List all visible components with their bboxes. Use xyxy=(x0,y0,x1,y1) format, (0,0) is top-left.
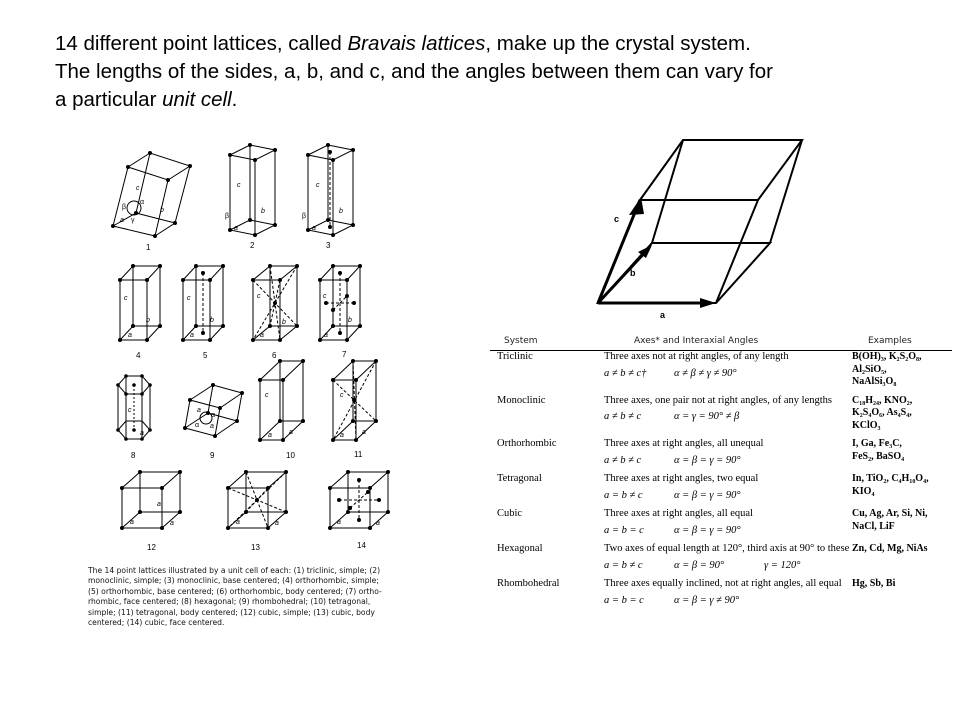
relation-2: α = β = 90° xyxy=(674,559,725,571)
caption-line: simple; (11) tetragonal, body centered; (12) cubic, simple; (13) cubic, body xyxy=(88,607,375,617)
example-line: FeS₂, BaSO₄ xyxy=(852,450,905,462)
lattice-label-a: a xyxy=(197,407,201,414)
axes-relations xyxy=(604,490,850,503)
lattice-label-beta: β xyxy=(122,204,127,211)
lattice-10-tetragonal-simple xyxy=(258,359,305,460)
system-name: Tetragonal xyxy=(497,473,542,484)
caption-line: (5) orthorhombic, base centered; (6) orthorhombic, body centered; (7) ortho- xyxy=(88,586,382,596)
lattice-label-c: c xyxy=(340,392,344,399)
relation-1: a = b = c xyxy=(604,524,644,536)
row-spacer xyxy=(490,607,952,613)
axes-text: Three axes at right angles, two equal xyxy=(604,473,759,484)
examples xyxy=(850,543,952,572)
axes-description xyxy=(604,543,850,572)
lattice-number-2: 2 xyxy=(250,241,255,250)
axis-b-arrow xyxy=(598,248,649,303)
examples xyxy=(850,438,952,467)
unit-cell-label-c: c xyxy=(614,214,620,224)
lattice-label-c: c xyxy=(323,293,327,300)
lattice-label-c: c xyxy=(128,407,132,414)
lattice-8-hexagonal xyxy=(116,374,152,460)
header-system: System xyxy=(490,334,604,351)
system-name: Rhombohedral xyxy=(497,578,560,589)
caption-line: The 14 point lattices illustrated by a unit cell of each: (1) triclinic, simple; (2) xyxy=(88,566,381,575)
axes-relations xyxy=(604,455,850,468)
system-name: Orthorhombic xyxy=(497,438,557,449)
example-line: Cu, Ag, Ar, Si, Ni, xyxy=(852,508,928,519)
lattice-label-c: c xyxy=(257,293,261,300)
lattice-label-b: b xyxy=(261,208,265,215)
examples xyxy=(850,473,952,502)
lattice-number-11: 11 xyxy=(354,450,363,459)
table-row xyxy=(490,543,952,572)
lattice-label-a: a xyxy=(157,501,161,508)
lattice-label-b: b xyxy=(160,207,164,214)
lattice-label-a: a xyxy=(324,332,328,339)
unit-cell-label-a: a xyxy=(660,310,666,320)
header-axes: Axes* and Interaxial Angles xyxy=(604,334,850,351)
lattice-label-beta: β xyxy=(302,213,307,220)
axes-description xyxy=(604,508,850,537)
axes-description xyxy=(604,351,850,389)
lattice-label-a: a xyxy=(275,520,279,527)
example-line: B(OH)₃, K₂S₂O₈, xyxy=(852,351,922,362)
lattice-number-4: 4 xyxy=(136,351,141,360)
lattice-13-cubic-body-centered xyxy=(226,470,288,552)
lattice-label-a: a xyxy=(260,332,264,339)
example-line: Zn, Cd, Mg, NiAs xyxy=(852,543,928,554)
lattice-label-c: c xyxy=(316,182,320,189)
example-line: In, TiO₂, C₄H₁₀O₄, xyxy=(852,473,929,484)
relation-2: α = β = γ ≠ 90° xyxy=(674,594,740,606)
bravais-lattices-term: Bravais lattices xyxy=(347,32,486,55)
caption-line: monoclinic, simple; (3) monoclinic, base centered; (4) orthorhombic, simple; xyxy=(88,576,379,586)
example-line: Hg, Sb, Bi xyxy=(852,578,896,589)
example-line: K₂S₄O₆, As₄S₄, xyxy=(852,407,912,418)
system-name: Hexagonal xyxy=(497,543,543,554)
table-row xyxy=(490,395,952,433)
lattice-label-c: c xyxy=(237,182,241,189)
lattice-label-b: b xyxy=(146,317,150,324)
lattice-11-tetragonal-body-centered xyxy=(331,359,378,459)
intro-line-3: a particular unit cell. xyxy=(55,88,238,111)
lattice-3-monoclinic-base-centered xyxy=(302,143,355,250)
table-header-row xyxy=(490,334,952,351)
relation-2: α = β = γ = 90° xyxy=(674,524,741,536)
axes-relations xyxy=(604,525,850,538)
lattice-label-c: c xyxy=(136,185,140,192)
relation-1: a ≠ b ≠ c xyxy=(604,411,642,422)
lattice-label-gamma: γ xyxy=(131,217,135,224)
lattice-number-5: 5 xyxy=(203,351,208,360)
lattice-label-a: a xyxy=(268,432,272,439)
axes-relations xyxy=(604,411,850,424)
lattice-label-a: a xyxy=(234,225,238,232)
examples xyxy=(850,351,952,389)
unit-cell-diagram xyxy=(598,140,802,320)
lattice-number-7: 7 xyxy=(342,350,347,359)
lattice-9-rhombohedral xyxy=(183,383,244,460)
lattice-label-a: a xyxy=(289,429,293,436)
lattice-label-a: a xyxy=(170,520,174,527)
axes-description xyxy=(604,395,850,433)
examples xyxy=(850,578,952,607)
lattice-number-6: 6 xyxy=(272,351,277,360)
lattice-label-a: a xyxy=(190,332,194,339)
lattice-number-1: 1 xyxy=(146,243,151,252)
table-row xyxy=(490,438,952,467)
lattice-label-a: a xyxy=(362,429,366,436)
caption-line: centered; (14) cubic, face centered. xyxy=(88,618,225,628)
lattice-label-a: a xyxy=(210,423,214,430)
lattice-label-c: c xyxy=(187,295,191,302)
lattice-label-a: a xyxy=(340,432,344,439)
system-name: Monoclinic xyxy=(497,394,546,406)
lattice-label-b: b xyxy=(348,317,352,324)
lattice-label-beta: β xyxy=(225,213,230,220)
relation-2: α = β = γ = 90° xyxy=(674,489,741,501)
axes-description xyxy=(604,473,850,502)
intro-line-2: The lengths of the sides, a, b, and c, and the angles between them can vary for xyxy=(55,60,773,83)
lattice-number-8: 8 xyxy=(131,451,136,460)
table-row xyxy=(490,508,952,537)
relation-1: a = b ≠ c xyxy=(604,559,643,571)
table-row xyxy=(490,578,952,607)
lattice-number-3: 3 xyxy=(326,241,331,250)
lattice-label-alpha: α xyxy=(195,422,200,429)
lattice-number-12: 12 xyxy=(147,543,156,552)
lattice-label-b: b xyxy=(210,317,214,324)
axes-text: Two axes of equal length at 120°, third axis at 90° to these xyxy=(604,543,850,554)
axes-text: Three axes, one pair not at right angles, of any lengths xyxy=(604,394,833,406)
unit-cell-term: unit cell xyxy=(162,88,232,111)
axis-a-arrowhead xyxy=(700,298,716,308)
lattice-label-alpha: α xyxy=(211,412,216,419)
axes-text: Three axes at right angles, all unequal xyxy=(604,438,764,449)
lattice-number-10: 10 xyxy=(286,451,295,460)
lattice-1-triclinic xyxy=(111,151,192,252)
lattice-label-b: b xyxy=(339,208,343,215)
figure-caption xyxy=(88,566,388,628)
system-name: Triclinic xyxy=(497,351,533,362)
table-row xyxy=(490,473,952,502)
crystal-systems-table xyxy=(490,334,952,613)
lattice-label-b: b xyxy=(282,319,286,326)
table-row xyxy=(490,351,952,389)
example-line: KClO₃ xyxy=(852,419,881,431)
lattice-label-a: a xyxy=(128,332,132,339)
relation-1: a ≠ b ≠ c xyxy=(604,454,642,466)
system-name: Cubic xyxy=(497,508,523,519)
example-line: C₁₈H₂₄, KNO₂, xyxy=(852,394,913,406)
intro-line-1: 14 different point lattices, called Bravais lattices, make up the crystal system. xyxy=(55,32,751,55)
examples xyxy=(850,395,952,433)
lattice-5-orthorhombic-base-centered xyxy=(181,264,225,360)
lattice-number-13: 13 xyxy=(251,543,260,552)
lattice-label-c: c xyxy=(124,295,128,302)
example-line: I, Ga, Fe₃C, xyxy=(852,438,902,449)
lattice-label-a: a xyxy=(140,430,144,437)
axes-relations xyxy=(604,368,850,381)
axes-text: Three axes not at right angles, of any length xyxy=(604,351,789,362)
lattice-label-c: c xyxy=(265,392,269,399)
example-line: KIO₄ xyxy=(852,485,875,497)
axes-description xyxy=(604,578,850,607)
axes-description xyxy=(604,438,850,467)
axes-text: Three axes at right angles, all equal xyxy=(604,508,753,519)
axes-relations xyxy=(604,595,850,608)
lattice-12-cubic-simple xyxy=(120,470,182,552)
lattice-number-9: 9 xyxy=(210,451,215,460)
lattice-label-a: a xyxy=(120,217,124,224)
relation-2: α ≠ β ≠ γ ≠ 90° xyxy=(674,367,737,379)
example-line: Al₂SiO₅, xyxy=(852,363,887,375)
relation-3: γ = 120° xyxy=(764,559,801,571)
table-body xyxy=(490,351,952,614)
lattice-label-alpha: α xyxy=(140,199,145,206)
header-examples: Examples xyxy=(850,334,952,351)
relation-2: α = β = γ = 90° xyxy=(674,454,741,466)
lattice-2-monoclinic-simple xyxy=(225,143,277,250)
relation-1: a = b ≠ c xyxy=(604,489,643,501)
lattice-6-orthorhombic-body-centered xyxy=(251,264,299,360)
lattice-label-a: a xyxy=(236,519,240,526)
lattice-14-cubic-face-centered xyxy=(328,470,390,550)
relation-1: a = b = c xyxy=(604,594,644,606)
example-line: NaCl, LiF xyxy=(852,520,895,532)
relation-1: a ≠ b ≠ c† xyxy=(604,367,647,379)
lattice-4-orthorhombic-simple xyxy=(118,264,162,360)
axes-text: Three axes equally inclined, not at right angles, all equal xyxy=(604,578,842,589)
lattice-label-a: a xyxy=(337,519,341,526)
unit-cell-label-b: b xyxy=(630,268,636,278)
lattice-label-a: a xyxy=(312,225,316,232)
examples xyxy=(850,508,952,537)
lattice-label-a: a xyxy=(376,520,380,527)
axes-relations xyxy=(604,560,850,573)
relation-2: α = γ = 90° ≠ β xyxy=(674,411,740,422)
example-line: NaAlSi₃O₈ xyxy=(852,376,897,387)
lattice-7-orthorhombic-face-centered xyxy=(318,264,362,359)
caption-line: rhombic, face centered; (8) hexagonal; (9) rhombohedral; (10) tetragonal, xyxy=(88,597,371,607)
lattice-label-a: a xyxy=(130,519,134,526)
lattice-number-14: 14 xyxy=(357,541,366,550)
